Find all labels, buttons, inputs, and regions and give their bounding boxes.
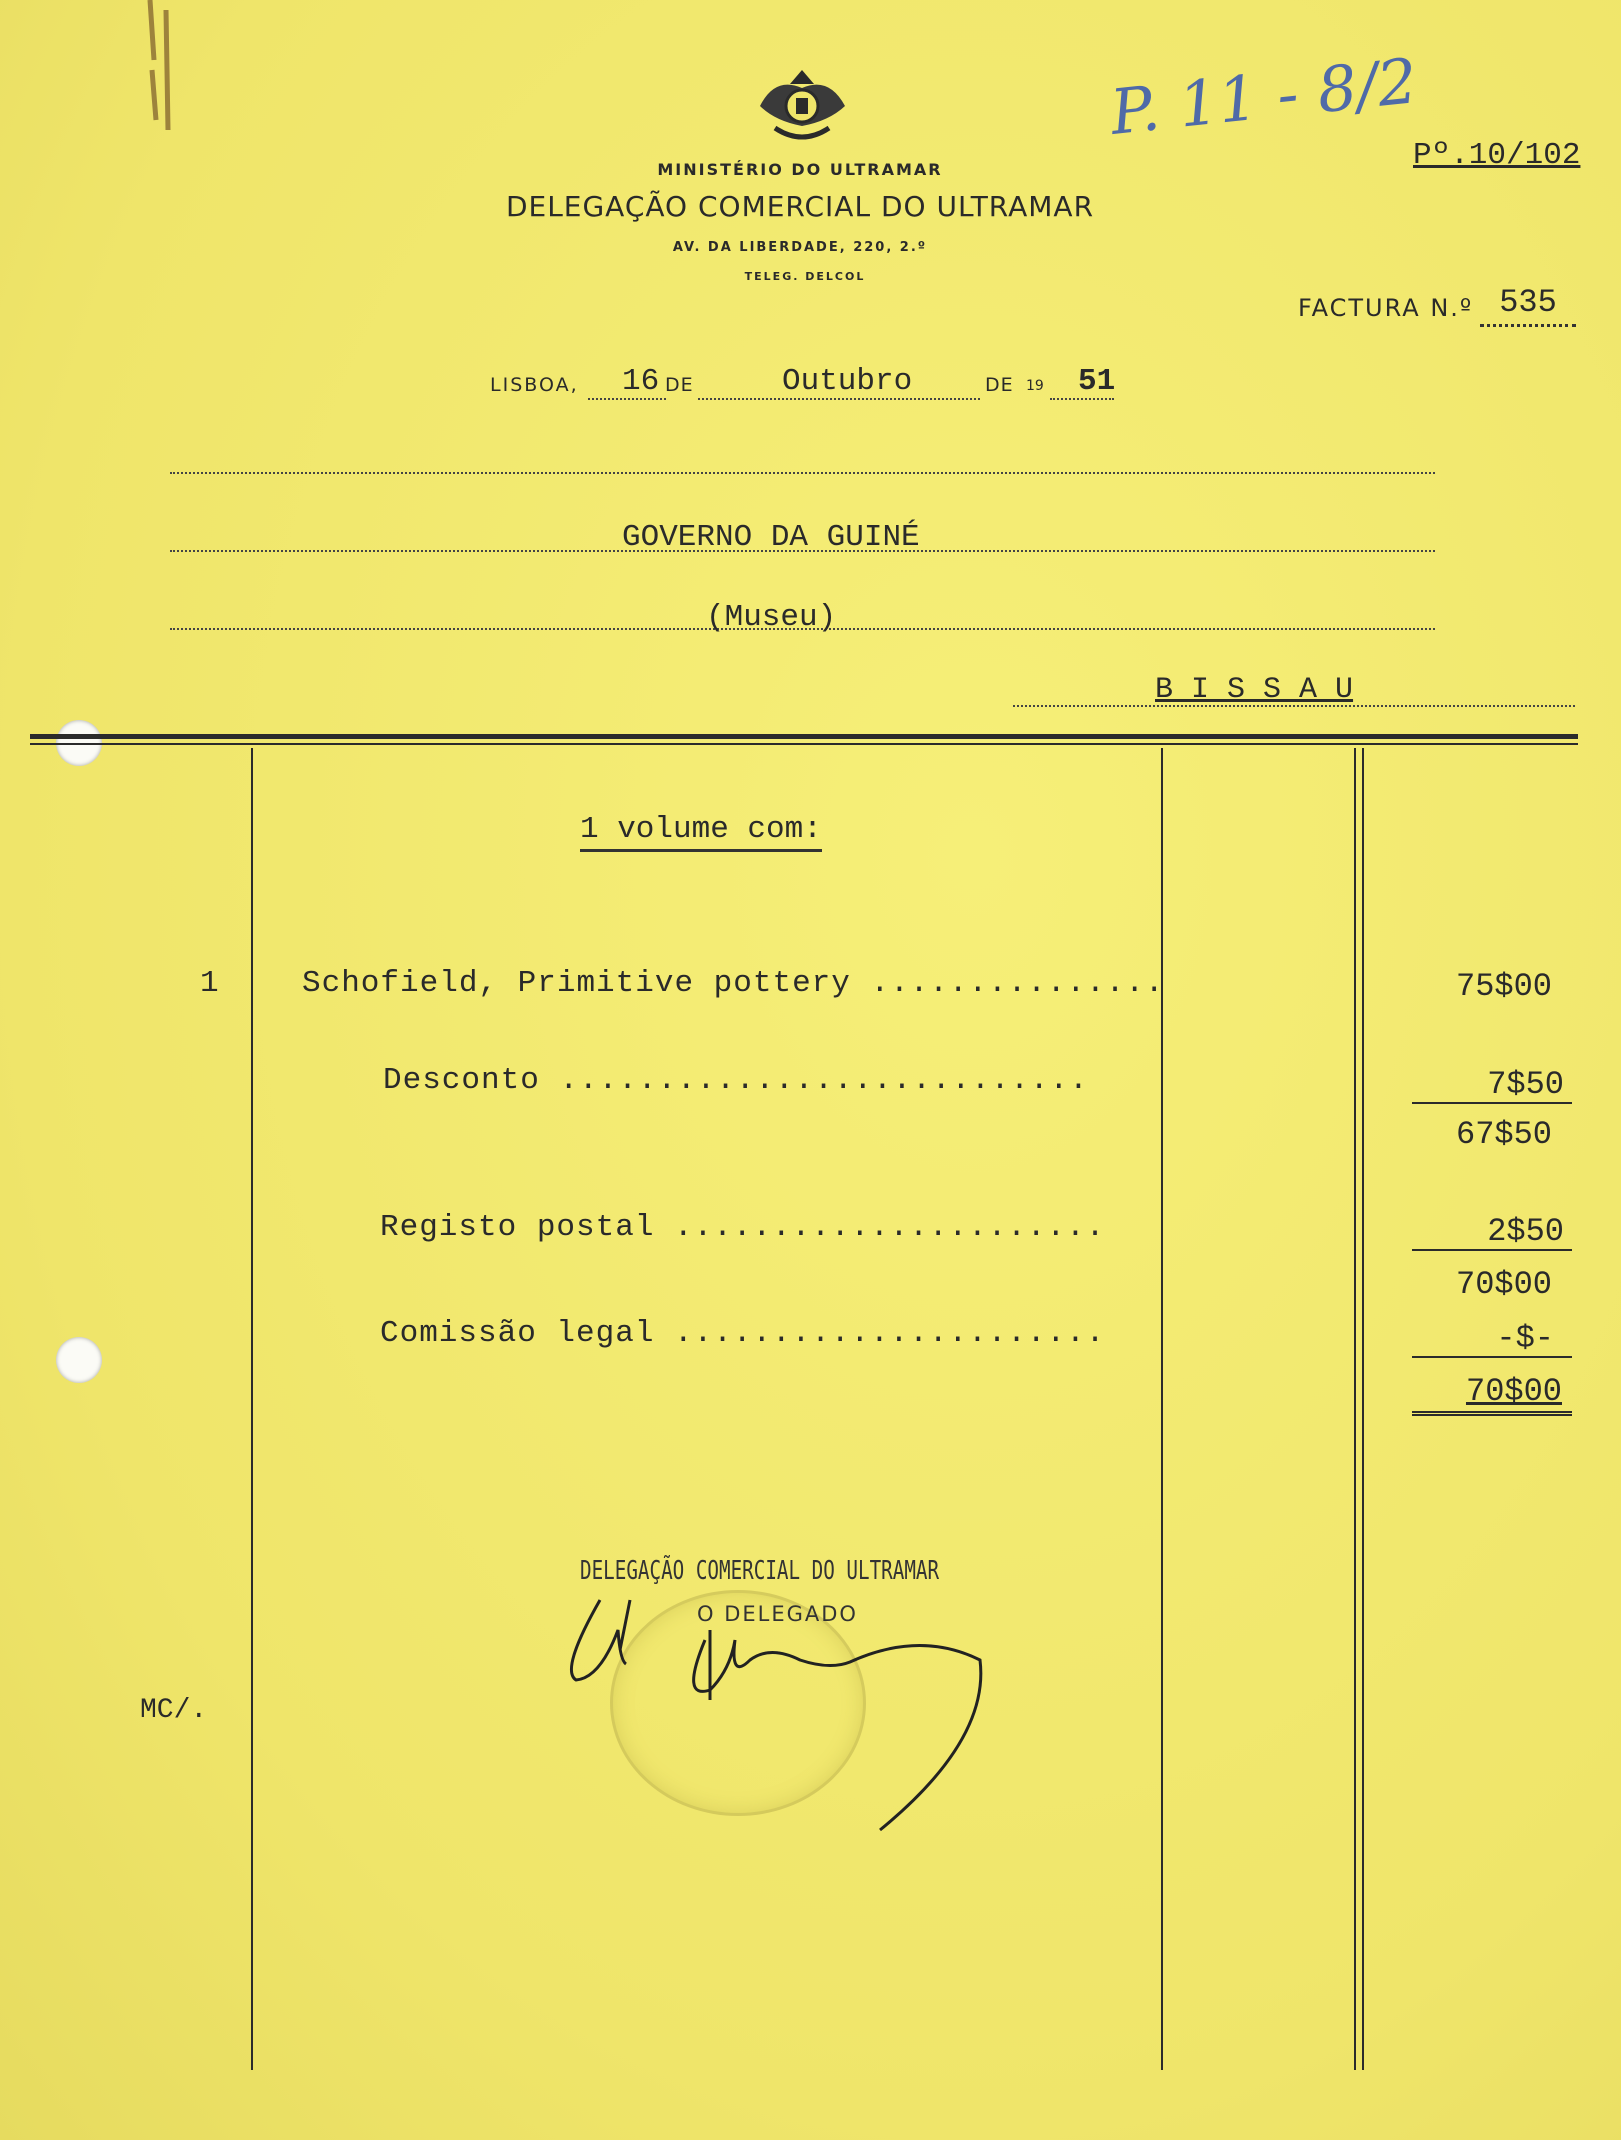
- date-day-field: [588, 364, 666, 400]
- recipient-line-blank: [170, 470, 1435, 474]
- recipient-name: GOVERNO DA GUINÉ: [622, 520, 920, 555]
- date-de-1: DE: [665, 374, 694, 396]
- postal-amount: 2$50: [1487, 1213, 1564, 1250]
- item-amount: 75$00: [1455, 968, 1552, 1005]
- recipient-city: B I S S A U: [1155, 673, 1354, 707]
- column-rule-amount-1: [1354, 748, 1356, 2070]
- invoice-number: [1480, 284, 1576, 327]
- telegraph: TELEG. DELCOL: [744, 270, 866, 283]
- delegation-stamp-line2: O DELEGADO: [697, 1602, 858, 1626]
- subtotal-after-discount: 67$50: [1455, 1116, 1552, 1153]
- handwritten-reference: P. 11 - 8/2: [1107, 44, 1421, 149]
- recipient-line-2: [170, 598, 1435, 635]
- delegation-stamp-line1: DELEGAÇÃO COMERCIAL DO ULTRAMAR: [580, 1556, 940, 1586]
- address: AV. DA LIBERDADE, 220, 2.º: [672, 240, 928, 255]
- shipment-heading: 1 volume com:: [580, 812, 822, 852]
- subtotal-after-postal: 70$00: [1455, 1266, 1552, 1303]
- discount-description: Desconto ...........................: [383, 1063, 1089, 1098]
- date-year: 51: [1078, 364, 1116, 399]
- signature: [560, 1570, 1000, 1840]
- commission-description: Comissão legal ......................: [380, 1316, 1106, 1351]
- date-month-field: [698, 364, 980, 400]
- invoice-number-value: 535: [1499, 284, 1557, 321]
- commission-amount-cell: [1412, 1320, 1572, 1358]
- typist-initials: MC/.: [140, 1695, 208, 1726]
- column-rule-amount-2: [1362, 748, 1364, 2070]
- organization-name: DELEGAÇÃO COMERCIAL DO ULTRAMAR: [505, 190, 1095, 223]
- postal-amount-cell: [1412, 1213, 1572, 1251]
- column-rule-desc: [1161, 748, 1163, 2070]
- date-year-field: [1050, 364, 1116, 400]
- discount-amount: 7$50: [1487, 1066, 1564, 1103]
- table-top-rule-thin: [30, 743, 1578, 745]
- item-description: Schofield, Primitive pottery ...............: [302, 966, 1165, 1001]
- date-year-prefix: 19: [1026, 378, 1044, 394]
- date-de-2: DE: [985, 374, 1014, 396]
- recipient-line-1: [170, 520, 1435, 555]
- rust-stain: [138, 0, 188, 140]
- punch-hole-bottom: [56, 1337, 102, 1383]
- recipient-department: (Museu): [706, 600, 837, 635]
- column-rule-qty: [251, 748, 253, 2070]
- discount-amount-cell: [1412, 1066, 1572, 1104]
- table-top-rule: [30, 734, 1578, 739]
- commission-amount: -$-: [1496, 1320, 1554, 1357]
- coat-of-arms-emblem: [755, 66, 850, 148]
- recipient-line-3: [1013, 675, 1575, 707]
- date-city-label: LISBOA,: [490, 374, 579, 396]
- date-day: 16: [622, 364, 660, 399]
- total-amount: 70$00: [1465, 1373, 1562, 1410]
- ministry-name: MINISTÉRIO DO ULTRAMAR: [657, 160, 943, 179]
- invoice-label: FACTURA N.º: [1298, 294, 1474, 322]
- postal-registration-description: Registo postal ......................: [380, 1210, 1106, 1245]
- date-month: Outubro: [782, 364, 913, 399]
- process-reference: Pº.10/102: [1413, 138, 1581, 173]
- total-amount-cell: [1412, 1373, 1572, 1416]
- item-quantity: 1: [200, 966, 219, 1001]
